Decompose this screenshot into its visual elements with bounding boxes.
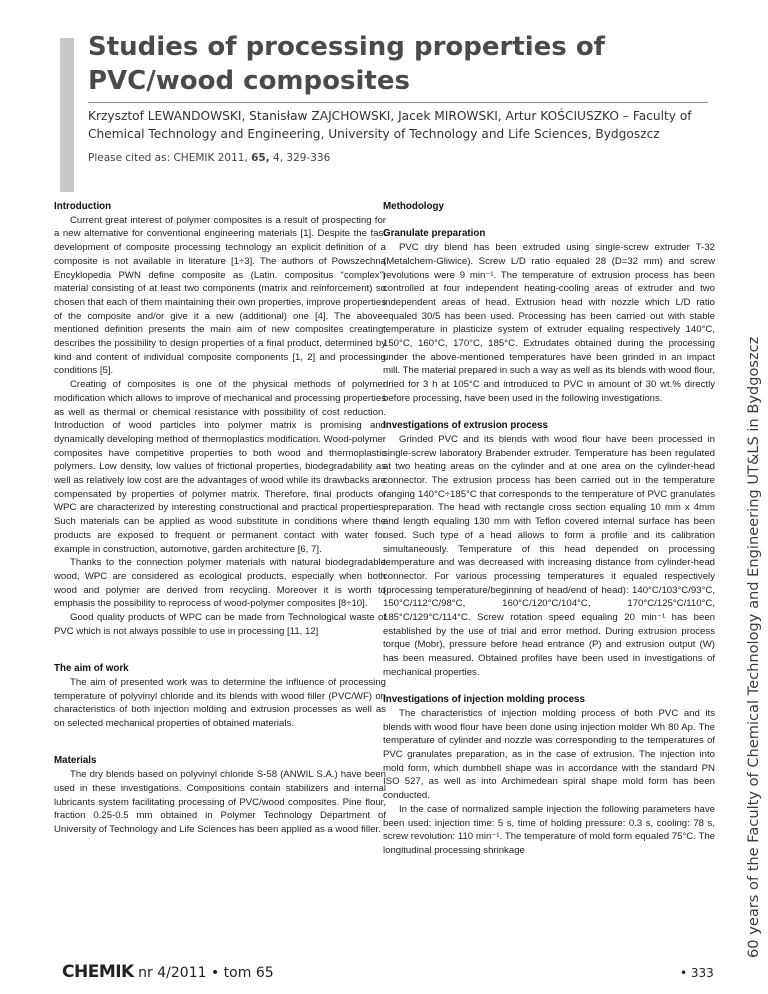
side-banner: 60 years of the Faculty of Chemical Technology and Engineering UT&LS in Bydgoszcz bbox=[745, 336, 762, 958]
left-column bbox=[54, 200, 386, 837]
paragraph: The aim of presented work was to determine the influence of processing temperature of polyvinyl chloride and its blends with wood filler (PVC/WF) on characteristics of both injection molding and extrusion processes as well as on selected mechanical properties of obtained materials. bbox=[54, 676, 386, 729]
paragraph: Good quality products of WPC can be made from Technological waste of PVC which is not always possible to use in processing [11, 12] bbox=[54, 612, 386, 637]
right-column bbox=[383, 200, 715, 858]
section-heading-methodology: Methodology bbox=[383, 201, 444, 212]
section-heading-aim: The aim of work bbox=[54, 663, 129, 675]
paragraph: Creating of composites is one of the physical methods of polymer modification which allows to improve of mechanical and processing properties as well as thermal or chemical resistance with possibility of cost reduction. Introduction of wood particles into polymer matrix is promising and dynamically developing method of thermoplastics modification. Wood-polymer composites have competitive properties to both wood and thermoplastic polymers. Low density, low values of frictional properties, biodegradability as well as relatively low cost are the advantages of wood while its drawbacks are compensated by properties of polymer matrix. Therefore, final products of WPC are characterized by interesting constructional and practical properties. Such materials can be applied as wood substitute in conditions where the products are exposed to frequent or permanent contact with water for example in construction, automotive, garden architecture [6, 7]. bbox=[54, 379, 386, 555]
paragraph: The characteristics of injection molding process of both PVC and its blends with wood flour have been done using injection molder Wh 80 Ap. The temperature of cylinder and nozzle was corresponding to the temperatures of PVC granulates preparation, as in the case of extrusion. The injection into mold form, which dumbbell shape was in accordance with the standard PN ISO 527, as well as into Archimedean spiral shape mold form has been conducted. bbox=[383, 707, 715, 802]
author-line: Krzysztof LEWANDOWSKI, Stanisław ZAJCHOWSKI, Jacek MIROWSKI, Artur KOŚCIUSZKO – Faculty of Chemical Technology and Engineering, University of Technology and Life Sciences, Bydgoszcz bbox=[88, 102, 708, 143]
section-heading-injection: Investigations of injection molding process bbox=[383, 694, 585, 706]
section-heading-granulate: Granulate preparation bbox=[383, 228, 486, 240]
citation-suffix: 4, 329-336 bbox=[269, 152, 331, 164]
journal-footer bbox=[62, 962, 274, 982]
paragraph: The dry blends based on polyvinyl chloride S-58 (ANWIL S.A.) have been used in these investigations. Compositions contain stabilizers and internal lubricants system facilitating processing of PVC/wood composites. Pine flour, fraction 0.25-0.5 mm obtained in Polymer Technology Department of University of Technology and Life Sciences has been applied as a wood filler. bbox=[54, 769, 386, 835]
journal-brand: CHEMIK bbox=[62, 962, 134, 982]
paragraph: Current great interest of polymer composites is a result of prospecting for a new alternative for conventional engineering materials [1]. Despite the fast development of composite processing technology an explicit definition of a composite is not available in literature [1÷3]. The authors of Powszechna Encyklopedia PWN define composite as (Latin. compositus “complex”) material consisting of at least two components (matrix and reinforcement) so chosen that each of them maintaining their own properties, improve properties of the composite and/or give it a new (additional) one [4]. The above-mentioned definition presents the main aim of new composites creating; describes the possibility to design properties of a final product, determined by kind and content of individual composite components [1, 2] and processing conditions [5]. bbox=[54, 214, 386, 377]
section-heading-introduction: Introduction bbox=[54, 201, 112, 212]
citation-prefix: Please cited as: CHEMIK 2011, bbox=[88, 152, 252, 164]
paragraph: Thanks to the connection polymer materials with natural biodegradable wood, WPC are considered as ecological products, especially when both wood and polymer are derived from recycling. Moreover it is worth to emphasis the possibility to reprocess of wood-polymer composites [8÷10]. bbox=[54, 557, 386, 610]
page-number: • 333 bbox=[680, 966, 714, 980]
paragraph: PVC dry blend has been extruded using single-screw extruder T-32 (Metalchem-Gliwice). Screw L/D ratio equaled 28 (D=32 mm) and screw revolutions were 9 min⁻¹. The temperature of extrusion process has been controlled at four independent heating-cooling areas of extruder and two independent areas of head. Extrusion head with nozzle which L/D ratio equaled 30/5 has been used. Processing has been carried out with stable temperature in plasticize system of extruder equaling respectively 140°C, 150°C, 160°C, 170°C, 185°C. Extrudates obtained during the processing under the above-mentioned temperatures have been grinded in an impact mill. The material prepared in such a way as well as its blends with wood flour, dried for 3 h at 105°C and introduced to PVC in amount of 30 wt.% directly before processing, have been used in the following investigations. bbox=[383, 242, 715, 404]
paragraph: In the case of normalized sample injection the following parameters have been used: injection time: 5 s, time of holding pressure: 0.3 s, cooling: 78 s, screw revolution: 110 min⁻¹. The temperature of mold form equaled 75°C. The longitudinal processing shrinkage bbox=[383, 803, 715, 856]
section-heading-materials: Materials bbox=[54, 755, 97, 767]
article-title: Studies of processing properties of PVC/wood composites bbox=[88, 32, 605, 96]
journal-issue: nr 4/2011 • tom 65 bbox=[133, 965, 274, 981]
citation-volume: 65, bbox=[251, 152, 270, 164]
section-heading-extrusion: Investigations of extrusion process bbox=[383, 420, 548, 432]
citation-line bbox=[88, 152, 330, 164]
title-accent-bar bbox=[60, 38, 74, 192]
paragraph: Grinded PVC and its blends with wood flour have been processed in single-screw laboratory Brabender extruder. Temperature has been regulated at two heating areas on the cylinder and at one area on the cylinder-head connector. The extrusion process has been carried out in the temperature ranging 140°C÷185°C that corresponds to the temperature of PVC granulates preparation. The head with rectangle cross section equaling 10 mm x 4mm and length equaling 130 mm with Teflon covered internal surface has been used. Such type of a head allows to form a profile and its calibration simultaneously. Temperature of this head depended on processing temperature and was decreased with increasing distance from cylinder-head connector. For various processing temperatures it equaled respectively (processing temperature/beginning of head/end of head): 140°C/103°C/93°C, 150°C/112°C/98°C, 160°C/120°C/104°C, 170°C/125°C/110°C, 185°C/129°C/114°C. Screw rotation speed equaling 20 min⁻¹ has been established by the use of trial and error method. During extrusion process torque (Mobr), pressure before head entrance (P) and extrusion output (W) has been measured. Obtained profiles have been used in investigations of mechanical properties. bbox=[383, 433, 715, 678]
